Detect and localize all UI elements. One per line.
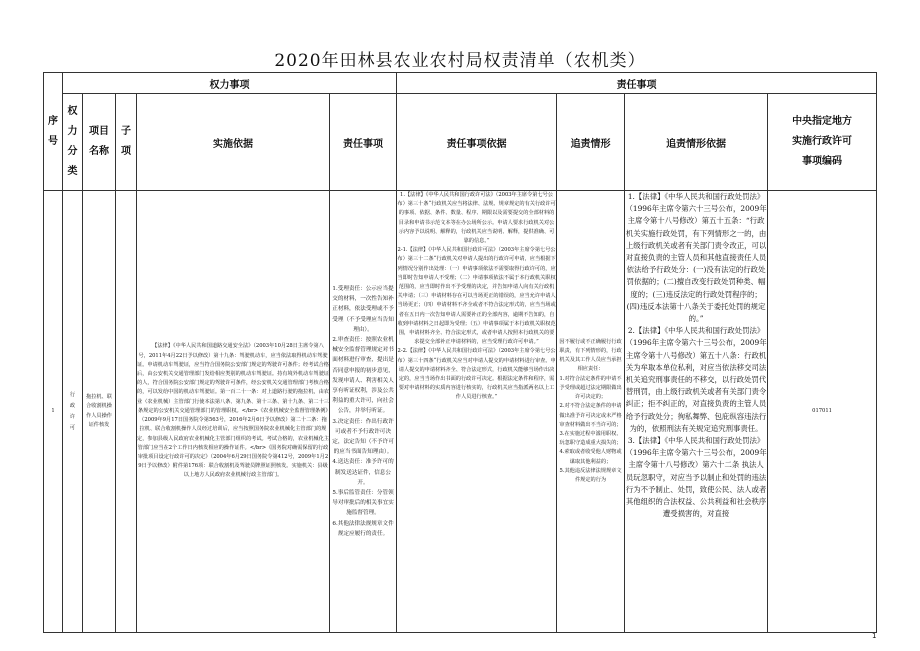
row-fenlei: 行 政 许 可 — [63, 191, 83, 633]
row-xiangmu: 拖拉机、联合收割机操作人员操作证件核发 — [83, 191, 116, 633]
header-quanli-fenlei: 权 力 分 类 — [63, 94, 83, 191]
row-zhuize-yiju: 1.【法律】《中华人民共和国行政处罚法》（1996年主席令第六十三号公布，2009年主席令第十八号修改）第五十五条：“行政机关实施行政处罚，有下列情形之一的，由上级行政机关或者有关部门责令改正，可以对直接负责的主管人员和其他直接责任人员依法给予行政处分：(一)没有法定的行政处罚依据的；(二)擅自改变行政处罚种类、幅度的；(三)违反法定的行政处罚程序的；(四)违反本法第十八条关于委托处罚的规定的。” 2.【法律】《中华人民共和国行政处罚法》（1996年主席令第六十三号公布，2009年主席令第十八号修改）第五十八条：行政机关为牟取本单位私利，对应当依法移交司法机关追究刑事责任的不移交，以行政处罚代替刑罚，由上级行政机关或者有关部门责令纠正；拒不纠正的，对直接负责的主管人员给予行政处分；徇私舞弊、包庇纵容违法行为的，依照刑法有关规定追究刑事责任。 3.【法律】《中华人民共和国行政处罚法》（1996年主席令第六十三号公布，2009年主席令第十八号修改）第六十二条 执法人员玩忽职守，对应当予以制止和处罚的违法行为不予制止、处罚，致使公民、法人或者其他组织的合法权益、公共利益和社会秩序遭受损害的，对直接 — [625, 191, 768, 633]
header-zeren-yiju: 责任事项依据 — [397, 94, 557, 191]
header-shishi-yiju: 实施依据 — [137, 94, 330, 191]
header-xiangmu-mingcheng: 项目 名称 — [83, 94, 116, 191]
row-zixiang — [116, 191, 137, 633]
page-title: 2020年田林县农业农村局权责清单（农机类） — [274, 51, 646, 71]
header-resp-group: 责任事项 — [397, 73, 877, 94]
row-xuhao: 1 — [44, 191, 63, 633]
row-zhuize-qingxing: 因不履行或不正确履行行政职责，有下列情形的，行政机关及其工作人员应当承担相应责任： 1.对符合法定条件的申请不予受理或超过法定期限做出许可决定的； 2.对不符合法定条件的申请做出准予许可决定或未严格审查材料做出不当许可的； 3.在实施过程中滥用职权、玩忽职守造成重大损失的； 4.索取或者收受他人财物或谋取其他利益的； 5.其他违反法律法规规章文件规定的行为 — [557, 191, 625, 633]
row-bianma: 017011 — [768, 191, 877, 633]
header-zhuize-yiju: 追责情形依据 — [625, 94, 768, 191]
header-power-group: 权力事项 — [63, 73, 397, 94]
header-xuhao: 序 号 — [44, 73, 63, 191]
header-zhuize-qingxing: 追责情形 — [557, 94, 625, 191]
header-zeren-shixiang: 责任事项 — [330, 94, 397, 191]
header-bianma: 中央指定地方 实施行政许可 事项编码 — [768, 94, 877, 191]
row-zeren-shixiang: 1.受理责任：公示应当提交的材料，一次性告知补正材料，依法受理或不予受理（不予受理应当告知理由）。 2.审查责任：按照农业机械安全监督管理规定对书面材料进行审查，提出是否同意申报的初步意见，发现申请人、利害相关人享有听证权利，涉及公共利益的重大许可，向社会公告，并举行听证。 3.决定责任：作出行政许可或者不予行政许可决定，法定告知（不予许可的应当书面告知理由）。 4.送达责任：准予许可的制发送达证件，信息公开。 5.事后监管责任：分管领导对审批后的相关事宜实施监督管理。 6.其他法律法规规章文件规定应履行的责任。 — [330, 191, 397, 633]
page-number: 1 — [872, 632, 877, 640]
header-zixiang: 子 项 — [116, 94, 137, 191]
responsibility-table — [43, 72, 877, 633]
row-zeren-yiju: 1.【法律】《中华人民共和国行政许可法》（2003年主席令第七号公布）第三十条“行政机关应当将法律、法规、规章规定的有关行政许可的事项、依据、条件、数量、程序、期限以及需要提交的全部材料的目录和申请书示范文本等在办公场所公示。申请人要求行政机关对公示内容予以说明、解释的，行政机关应当说明、解释，提供准确、可靠的信息。” 2-1.【法律】《中华人民共和国行政许可法》（2003年主席令第七号公布）第三十二条“行政机关对申请人提出的行政许可申请，应当根据下列情况分别作出处理：（一）申请事项依法不需要取得行政许可的，应当即时告知申请人不受理；（二）申请事项依法不属于本行政机关职权范围的，应当即时作出不予受理的决定，并告知申请人向有关行政机关申请；（三）申请材料存在可以当场更正的错误的，应当允许申请人当场更正；（四）申请材料不齐全或者不符合法定形式的，应当当场或者在五日内一次告知申请人需要补正的全部内容，逾期不告知的，自收到申请材料之日起即为受理；（五）申请事项属于本行政机关职权范围，申请材料齐全、符合法定形式，或者申请人按照本行政机关的要求提交全部补正申请材料的，应当受理行政许可申请。” 2-2.【法律】《中华人民共和国行政许可法》（2003年主席令第七号公布）第三十四条“行政机关应当对申请人提交的申请材料进行审查。申请人提交的申请材料齐全、符合法定形式，行政机关能够当场作出决定的，应当当场作出书面的行政许可决定。根据法定条件和程序，需要对申请材料的实质内容进行核实的，行政机关应当指派两名以上工作人员进行核查。” — [397, 191, 557, 633]
row-shishi-yiju: 【法律】《中华人民共和国道路交通安全法》（2003年10月28日主席令第八号，2011年4月22日予以修改）第十九条：驾驶机动车，应当依法取得机动车驾驶证。申请机动车驾驶证，应当符合国务院公安部门规定的驾驶许可条件；经考试合格后，由公安机关交通管理部门发给相应类别的机动车驾驶证。持有境外机动车驾驶证的人，符合国务院公安部门规定的驾驶许可条件，经公安机关交通管理部门考核合格的，可以发给中国的机动车驾驶证。第一百二十一条：对上道路行驶的拖拉机，由农业（农业机械）主管部门行使本法第八条、第九条、第十三条、第十九条、第二十三条规定的公安机关交通管理部门的管理职权。</br>《农业机械安全监督管理条例》（2009年9月17日国务院令第563号，2016年2月6日予以修改）第二十二条：拖拉机、联合收割机操作人员经过培训后，应当按照国务院农业机械化主管部门的规定，参加县级人民政府农业机械化主管部门组织的考试。考试合格的，农业机械化主管部门应当在2个工作日内核发相应的操作证件。</br>《国务院对确需保留的行政审批项目设定行政许可的决定》（2004年6月29日国务院令第412号，2009年1月29日予以修改）附件第176项：联合收割机及驾驶员牌照证照核发。实施机关：县级以上地方人民政府农业机械行政主管部门。 — [137, 191, 330, 633]
